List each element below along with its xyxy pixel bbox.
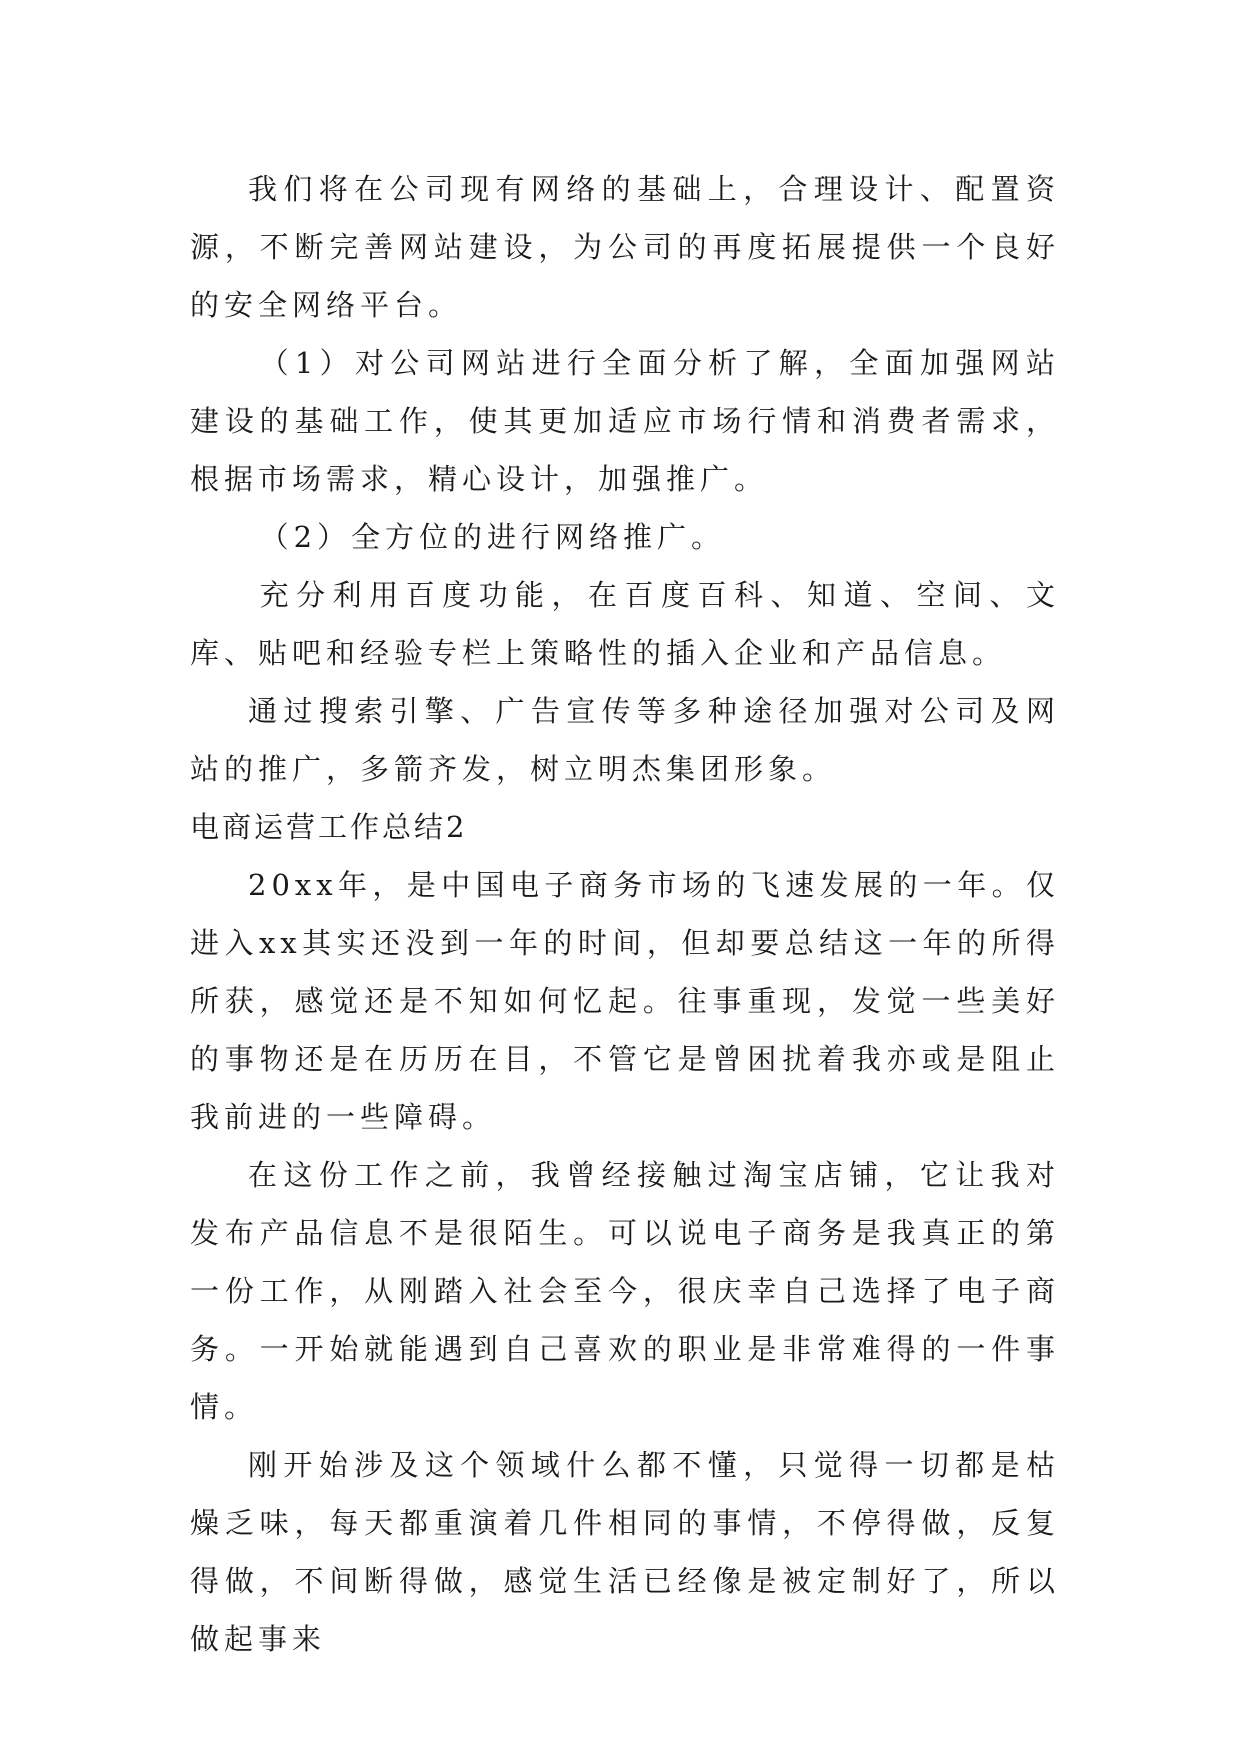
document-body [190,160,1060,1668]
paragraph-item-2: （2）全方位的进行网络推广。 [259,520,726,554]
section-heading: 电商运营工作总结2 [190,810,468,844]
paragraph-promotion: 通过搜索引擎、广告宣传等多种途径加强对公司及网站的推广，多箭齐发，树立明杰集团形象。 [190,694,1060,786]
paragraph-first-job: 在这份工作之前，我曾经接触过淘宝店铺，它让我对发布产品信息不是很陌生。可以说电子商务是我真正的第一份工作，从刚踏入社会至今，很庆幸自己选择了电子商务。一开始就能遇到自己喜欢的职业是非常难得的一件事情。 [190,1158,1060,1424]
paragraph-year-review: 20xx年，是中国电子商务市场的飞速发展的一年。仅进入xx其实还没到一年的时间，但却要总结这一年的所得所获，感觉还是不知如何忆起。往事重现，发觉一些美好的事物还是在历历在目，不管它是曾困扰着我亦或是阻止我前进的一些障碍。 [190,868,1060,1134]
paragraph-network-platform: 我们将在公司现有网络的基础上，合理设计、配置资源，不断完善网站建设，为公司的再度拓展提供一个良好的安全网络平台。 [190,172,1060,322]
paragraph-baidu: 充分利用百度功能，在百度百科、知道、空间、文库、贴吧和经验专栏上策略性的插入企业和产品信息。 [190,578,1060,670]
paragraph-item-1: （1）对公司网站进行全面分析了解，全面加强网站建设的基础工作，使其更加适应市场行情和消费者需求，根据市场需求，精心设计，加强推广。 [190,346,1060,496]
paragraph-beginning: 刚开始涉及这个领域什么都不懂，只觉得一切都是枯燥乏味，每天都重演着几件相同的事情，不停得做，反复得做，不间断得做，感觉生活已经像是被定制好了，所以做起事来 [190,1448,1060,1656]
